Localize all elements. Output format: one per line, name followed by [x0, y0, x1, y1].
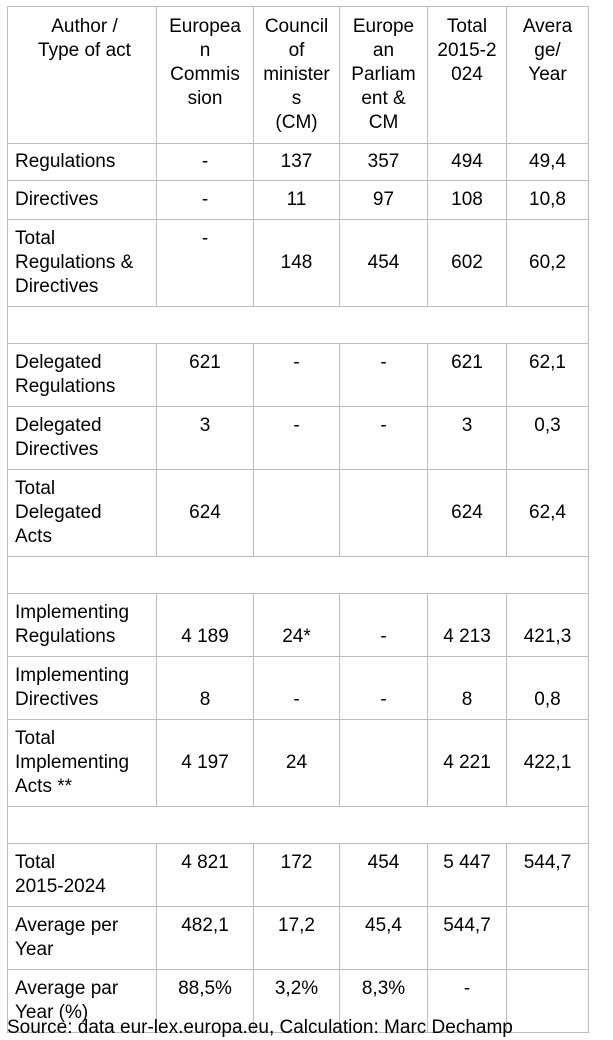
table-cell: [340, 470, 428, 557]
table-row: [8, 844, 589, 907]
table-row: [8, 657, 589, 720]
table-row: [8, 344, 589, 407]
header-average: Avera ge/ Year: [507, 7, 589, 144]
table-cell: 454: [340, 844, 428, 907]
table-cell: -: [157, 181, 254, 220]
row-label: Average per Year: [8, 907, 157, 970]
table-cell: 172: [254, 844, 340, 907]
table-cell: 60,2: [507, 220, 589, 307]
table-cell: 62,1: [507, 344, 589, 407]
acts-table: [7, 6, 589, 1033]
table-row: [8, 907, 589, 970]
separator-cell: [8, 307, 589, 344]
separator-row: [8, 307, 589, 344]
row-label: Average par Year (%): [8, 970, 157, 1033]
table-cell: 4 197: [157, 720, 254, 807]
table-cell: 621: [157, 344, 254, 407]
table-cell: 544,7: [428, 907, 507, 970]
table-cell: [254, 470, 340, 557]
table-cell: 4 189: [157, 594, 254, 657]
separator-cell: [8, 557, 589, 594]
table-cell: 8: [157, 657, 254, 720]
table-cell: 5 447: [428, 844, 507, 907]
row-label: Total Implementing Acts **: [8, 720, 157, 807]
table-cell: 0,3: [507, 407, 589, 470]
header-row: [8, 7, 589, 144]
table-cell: 148: [254, 220, 340, 307]
table-cell: 624: [428, 470, 507, 557]
table-cell: 24*: [254, 594, 340, 657]
table-row: [8, 720, 589, 807]
table-cell: 11: [254, 181, 340, 220]
table-cell: 421,3: [507, 594, 589, 657]
table-row: [8, 181, 589, 220]
table-cell: 108: [428, 181, 507, 220]
table-cell: -: [157, 220, 254, 307]
header-total: Total 2015-2 024: [428, 7, 507, 144]
table-row: [8, 407, 589, 470]
table-cell: 544,7: [507, 844, 589, 907]
source-footnote: Source: data eur-lex.europa.eu, Calculation: Marc Dechamp: [7, 1017, 513, 1038]
row-label: Total Regulations & Directives: [8, 220, 157, 307]
table-cell: -: [340, 594, 428, 657]
table-row: [8, 220, 589, 307]
row-label: Directives: [8, 181, 157, 220]
table-cell: -: [157, 144, 254, 181]
table-cell: 3: [428, 407, 507, 470]
table-cell: 17,2: [254, 907, 340, 970]
table-cell: -: [340, 344, 428, 407]
table-cell: -: [340, 657, 428, 720]
table-cell: 62,4: [507, 470, 589, 557]
table-cell: 49,4: [507, 144, 589, 181]
table-cell: 8,3%: [340, 970, 428, 1033]
table-cell: -: [340, 407, 428, 470]
table-cell: 4 221: [428, 720, 507, 807]
table-cell: 3: [157, 407, 254, 470]
table-cell: 621: [428, 344, 507, 407]
row-label: Regulations: [8, 144, 157, 181]
table-cell: 454: [340, 220, 428, 307]
header-author: Author / Type of act: [8, 7, 157, 144]
table-cell: 482,1: [157, 907, 254, 970]
table-cell: 624: [157, 470, 254, 557]
row-label: Implementing Directives: [8, 657, 157, 720]
table-row: [8, 144, 589, 181]
header-parliament: Europe an Parliam ent & CM: [340, 7, 428, 144]
separator-row: [8, 557, 589, 594]
table-cell: 357: [340, 144, 428, 181]
table-cell: 4 213: [428, 594, 507, 657]
table-cell: 24: [254, 720, 340, 807]
table-row: [8, 470, 589, 557]
table-cell: [507, 970, 589, 1033]
table-cell: 4 821: [157, 844, 254, 907]
table-cell: -: [428, 970, 507, 1033]
separator-row: [8, 807, 589, 844]
row-label: Delegated Directives: [8, 407, 157, 470]
header-council: Council of minister s (CM): [254, 7, 340, 144]
table-cell: 8: [428, 657, 507, 720]
row-label: Delegated Regulations: [8, 344, 157, 407]
row-label: Total 2015-2024: [8, 844, 157, 907]
table-cell: 602: [428, 220, 507, 307]
table-cell: [507, 907, 589, 970]
table-cell: 0,8: [507, 657, 589, 720]
table-body: [8, 144, 589, 1033]
table-cell: 10,8: [507, 181, 589, 220]
table-cell: 45,4: [340, 907, 428, 970]
table-cell: [340, 720, 428, 807]
table-cell: -: [254, 407, 340, 470]
table-cell: 3,2%: [254, 970, 340, 1033]
table-cell: 422,1: [507, 720, 589, 807]
table-row: [8, 594, 589, 657]
row-label: Implementing Regulations: [8, 594, 157, 657]
table-cell: -: [254, 657, 340, 720]
table-cell: 494: [428, 144, 507, 181]
table-cell: 88,5%: [157, 970, 254, 1033]
table-cell: 137: [254, 144, 340, 181]
header-commission: Europea n Commis sion: [157, 7, 254, 144]
row-label: Total Delegated Acts: [8, 470, 157, 557]
table-cell: -: [254, 344, 340, 407]
separator-cell: [8, 807, 589, 844]
table-cell: 97: [340, 181, 428, 220]
